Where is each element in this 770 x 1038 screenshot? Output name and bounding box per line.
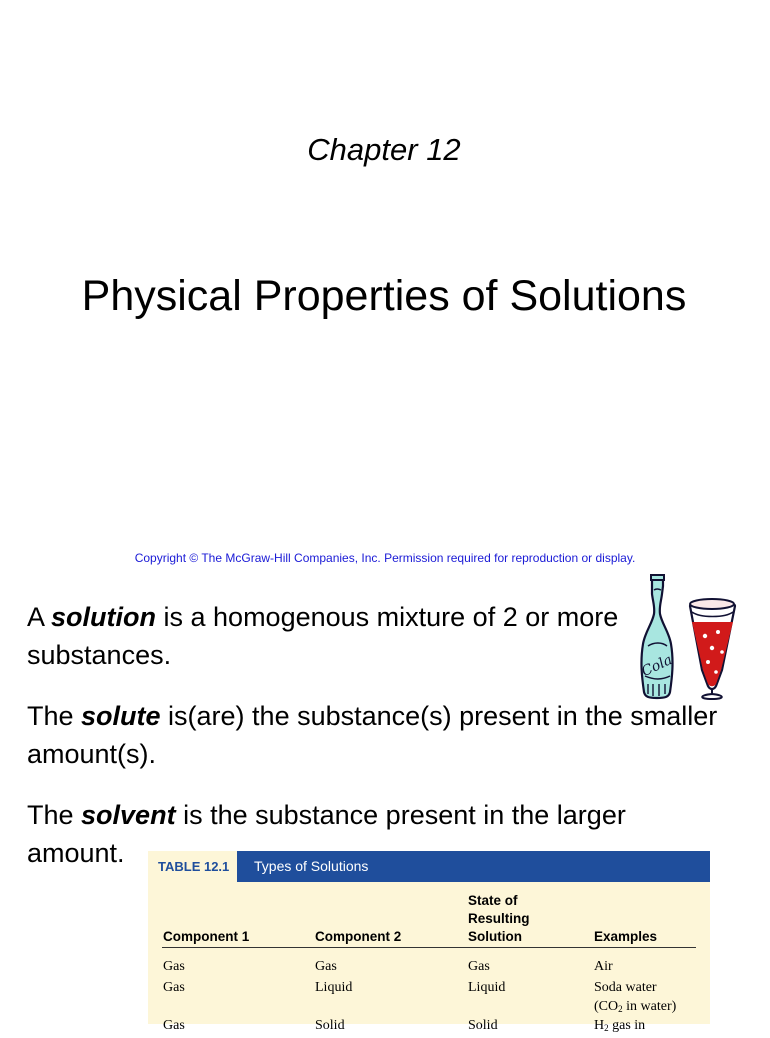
soda-glass-icon [690, 599, 735, 699]
table-cell: Air [594, 959, 613, 974]
solvent-definition-end: amount. [27, 838, 125, 868]
column-header-examples: Examples [594, 929, 658, 944]
cola-bottle-icon [639, 575, 675, 698]
para-rest: is(are) the substance(s) present in the smaller amount(s). [27, 701, 718, 769]
para-lead: The [27, 701, 82, 731]
example-text: Soda water [594, 980, 657, 995]
solvent-definition [27, 796, 727, 834]
table-header-bar [148, 851, 710, 882]
bottle-label: Cola [639, 651, 675, 681]
term-solvent: solvent [81, 800, 176, 830]
solution-definition [27, 598, 627, 674]
table-cell: Gas [163, 959, 185, 974]
para-rest: is a homogenous mixture of 2 or more substances. [27, 602, 619, 670]
header-divider [162, 947, 696, 948]
column-header-component-1: Component 1 [163, 929, 250, 944]
cola-bottle-and-glass-illustration [630, 574, 740, 702]
table-cell: Gas [163, 980, 185, 995]
solute-definition [27, 697, 727, 773]
slide-title: Physical Properties of Solutions [81, 272, 687, 320]
table-cell: Solid [468, 1018, 498, 1033]
para-rest: is the substance present in the larger [175, 800, 626, 830]
para-lead: The [27, 800, 82, 830]
table-cell: Gas [315, 959, 337, 974]
table-caption: Types of Solutions [254, 858, 369, 874]
state-header-line: Resulting [468, 911, 530, 926]
column-header-state-of-solution [468, 892, 530, 946]
table-cell: Liquid [315, 980, 353, 995]
state-header-line: Solution [468, 929, 522, 944]
term-solute: solute [81, 701, 161, 731]
state-header-line: State of [468, 893, 518, 908]
table-number: TABLE 12.1 [148, 851, 240, 882]
table-cell: $H_2$ gas in [594, 1018, 646, 1033]
chapter-heading: Chapter 12 [307, 132, 461, 167]
copyright-notice: Copyright © The McGraw-Hill Companies, Inc. Permission required for reproduction or display. [134, 551, 636, 565]
term-solution: solution [51, 602, 157, 632]
table-cell: Solid [315, 1018, 345, 1033]
table-cell: Gas [468, 959, 490, 974]
para-lead: A [27, 602, 52, 632]
types-of-solutions-table [148, 851, 710, 1033]
table-cell: Liquid [468, 980, 506, 995]
example-text-formula: ($CO_2$ in water) [594, 999, 677, 1014]
table-cell: Gas [163, 1018, 185, 1033]
table-cell [594, 978, 676, 1019]
column-header-component-2: Component 2 [315, 929, 402, 944]
